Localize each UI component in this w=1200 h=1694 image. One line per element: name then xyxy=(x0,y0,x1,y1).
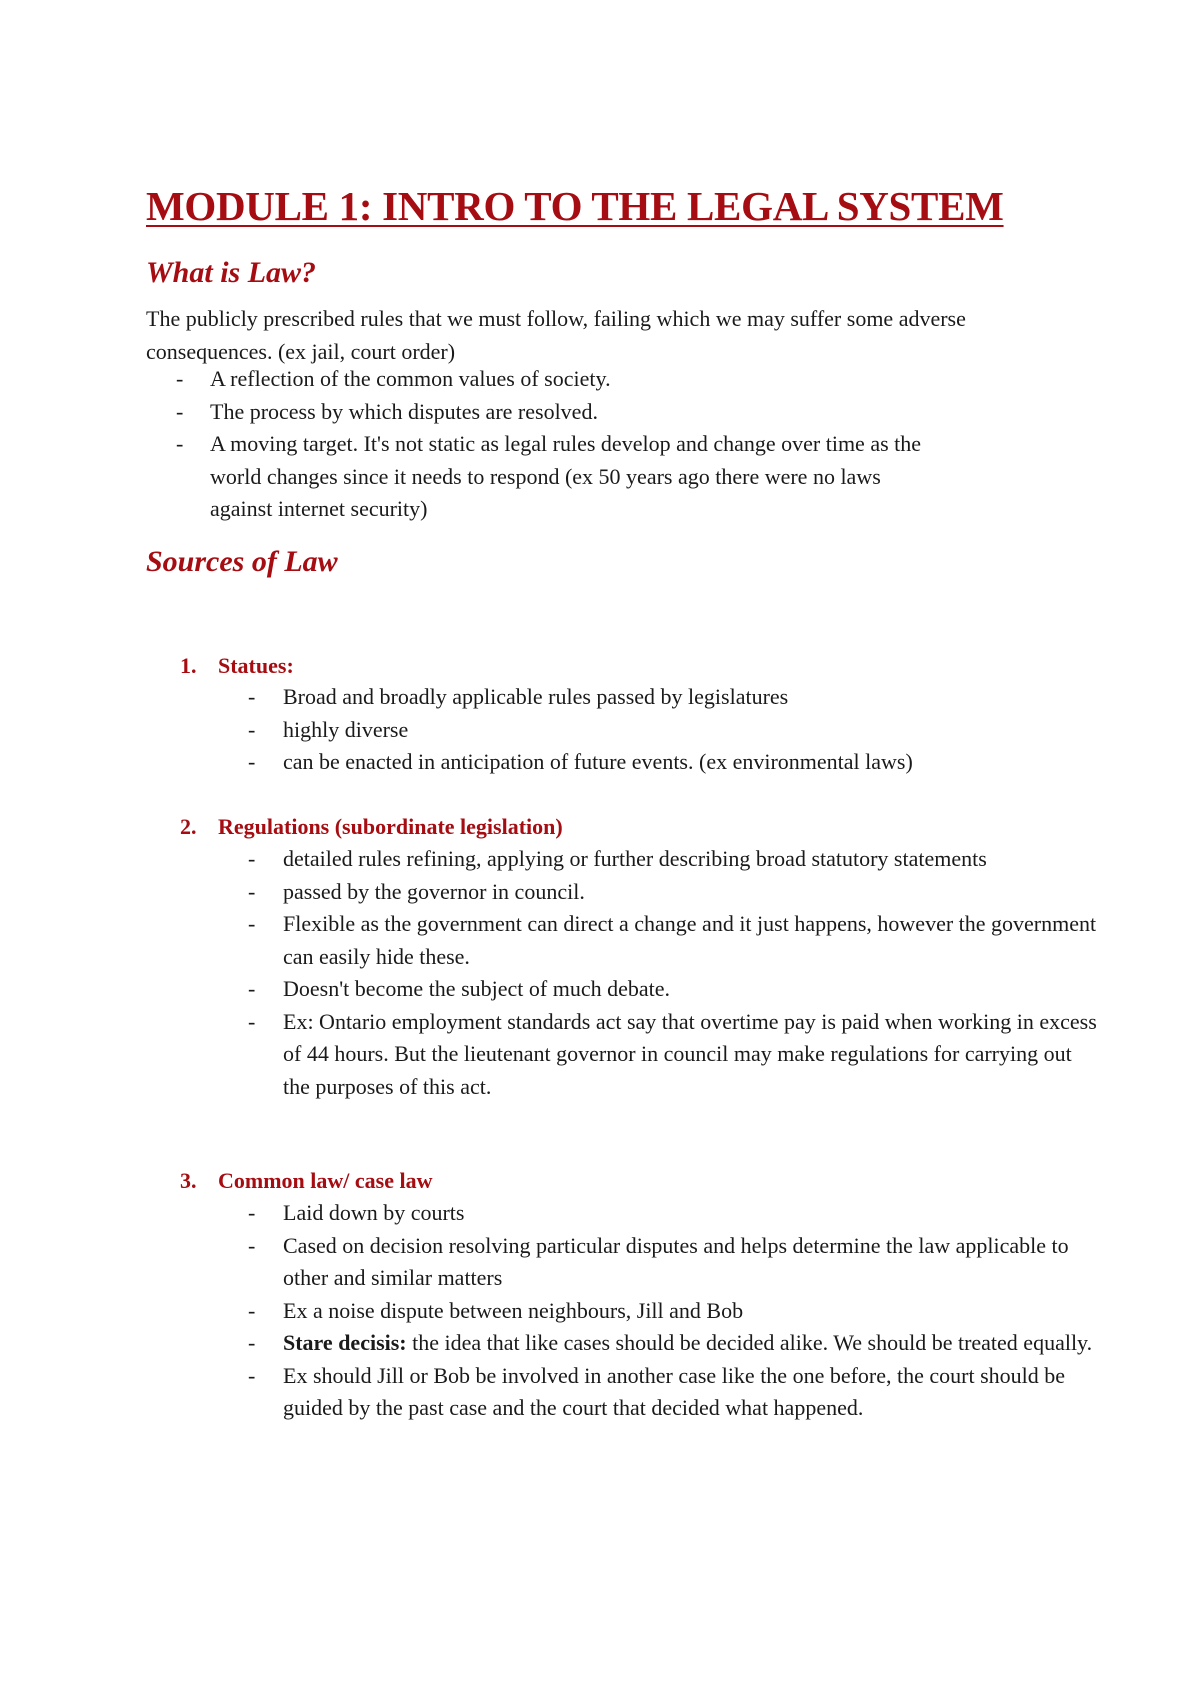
list-item-text: The process by which disputes are resolved. xyxy=(210,398,598,424)
list-item xyxy=(138,363,1058,396)
list-item-text: Flexible as the government can direct a change and it just happens, however the government can easily hide these. xyxy=(283,911,1097,969)
section-number: 2. xyxy=(180,814,197,839)
list-item xyxy=(138,876,1098,909)
list-item xyxy=(138,428,1058,526)
dash-bullet: - xyxy=(176,366,184,391)
page-title: MODULE 1: INTRO TO THE LEGAL SYSTEM xyxy=(146,183,1004,229)
list-item-text: A moving target. It's not static as legal rules develop and change over time as the world changes since it needs to respond (ex 50 years ago there were no laws against internet security) xyxy=(210,431,922,521)
dash-bullet: - xyxy=(248,1297,256,1323)
section-number: 1. xyxy=(180,653,197,678)
what-is-law-list xyxy=(138,363,1058,526)
list-item-text: Ex: Ontario employment standards act say that overtime pay is paid when working in excess of 44 hours. But the lieutenant governor in council may make regulations for carrying out the purposes of this act. xyxy=(283,1008,1097,1099)
list-item xyxy=(138,1006,1098,1104)
list-item-text: Laid down by courts xyxy=(283,1200,465,1225)
list-item xyxy=(138,396,1058,429)
dash-bullet: - xyxy=(176,431,184,456)
dash-bullet: - xyxy=(248,716,256,742)
law-definition-paragraph: The publicly prescribed rules that we must follow, failing which we may suffer some adverse consequences. (ex jail, court order) xyxy=(146,306,966,364)
list-item xyxy=(138,973,1098,1006)
list-item xyxy=(138,681,1098,714)
heading-what-is-law: What is Law? xyxy=(146,256,317,289)
stare-decisis-term: Stare decisis: xyxy=(283,1330,407,1355)
heading-sources-of-law: Sources of Law xyxy=(146,545,338,578)
list-item xyxy=(138,1295,1098,1328)
section-heading-common-law xyxy=(180,1165,432,1197)
list-item-text: passed by the governor in council. xyxy=(283,878,585,904)
statues-list xyxy=(138,681,1098,779)
list-item xyxy=(138,908,1098,973)
dash-bullet: - xyxy=(176,398,184,424)
dash-bullet: - xyxy=(248,976,256,1001)
list-item xyxy=(138,1230,1098,1295)
list-item xyxy=(138,714,1098,747)
common-law-list xyxy=(138,1197,1098,1425)
regulations-list xyxy=(138,843,1098,1103)
dash-bullet: - xyxy=(248,846,256,871)
dash-bullet: - xyxy=(248,1008,256,1034)
list-item-text: Doesn't become the subject of much debate. xyxy=(283,976,670,1001)
section-title: Regulations (subordinate legislation) xyxy=(218,814,563,839)
dash-bullet: - xyxy=(248,911,256,936)
list-item-text: Cased on decision resolving particular disputes and helps determine the law applicable to other and similar matters xyxy=(283,1232,1069,1290)
section-heading-regulations xyxy=(180,811,563,843)
dash-bullet: - xyxy=(248,749,256,774)
dash-bullet: - xyxy=(248,1232,256,1258)
section-number: 3. xyxy=(180,1168,197,1193)
list-item-text: the idea that like cases should be decided alike. We should be treated equally. xyxy=(406,1330,1093,1355)
dash-bullet: - xyxy=(248,1330,256,1355)
dash-bullet: - xyxy=(248,1362,256,1388)
list-item-text: Ex should Jill or Bob be involved in another case like the one before, the court should be guided by the past case and the court that decided what happened. xyxy=(283,1362,1066,1420)
list-item-text: Ex a noise dispute between neighbours, Jill and Bob xyxy=(283,1297,744,1323)
section-title: Statues: xyxy=(218,653,294,678)
list-item xyxy=(138,1197,1098,1230)
list-item xyxy=(138,1327,1098,1360)
list-item xyxy=(138,746,1098,779)
list-item-text: highly diverse xyxy=(283,716,409,742)
dash-bullet: - xyxy=(248,878,256,904)
list-item xyxy=(138,1360,1098,1425)
section-title: Common law/ case law xyxy=(218,1168,433,1193)
list-item-text: can be enacted in anticipation of future events. (ex environmental laws) xyxy=(283,749,913,774)
dash-bullet: - xyxy=(248,1200,256,1225)
list-item-text: detailed rules refining, applying or further describing broad statutory statements xyxy=(283,846,987,871)
list-item xyxy=(138,843,1098,876)
section-heading-statues xyxy=(180,650,294,682)
list-item-text: A reflection of the common values of society. xyxy=(210,366,611,391)
list-item-text: Broad and broadly applicable rules passed by legislatures xyxy=(283,684,789,709)
dash-bullet: - xyxy=(248,684,256,709)
